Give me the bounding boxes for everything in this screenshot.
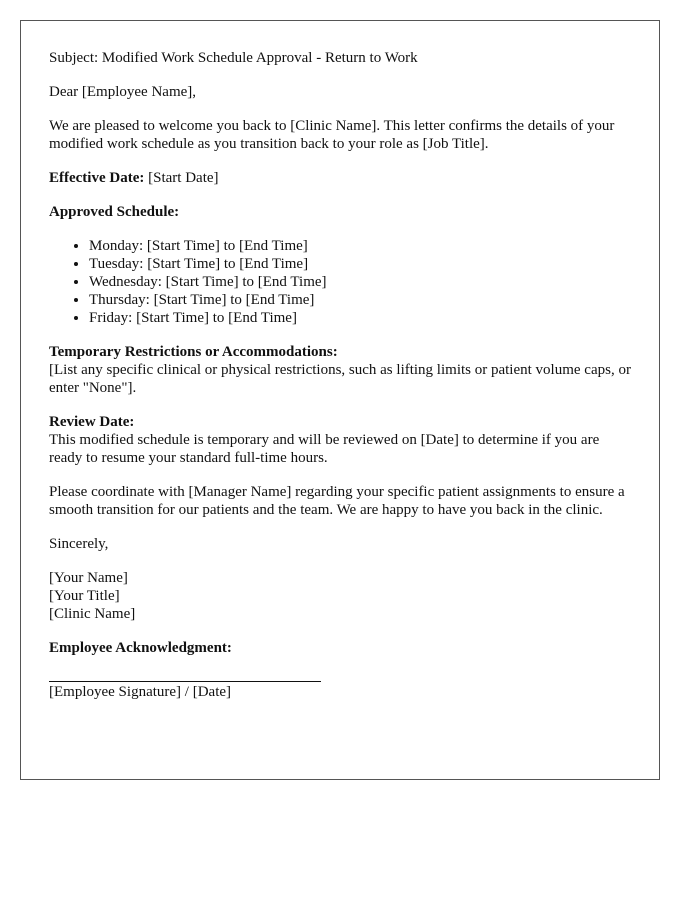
review-text: This modified schedule is temporary and will be reviewed on [Date] to determine if you are ready to resume your standard full-time hours. <box>49 432 600 466</box>
letter-intro: We are pleased to welcome you back to [Clinic Name]. This letter confirms the details of your modified work schedule as you transition back to your role as [Job Title]. <box>49 118 615 152</box>
effective-date-line <box>49 169 633 187</box>
review-heading: Review Date: <box>49 414 135 430</box>
review-section <box>49 413 633 467</box>
list-item: • Tuesday: [Start Time] to [End Time] <box>89 255 633 273</box>
list-item: • Wednesday: [Start Time] to [End Time] <box>89 273 633 291</box>
effective-date-label: Effective Date: <box>49 170 145 186</box>
effective-date-value: [Start Date] <box>144 170 219 186</box>
list-item: • Friday: [Start Time] to [End Time] <box>89 309 633 327</box>
approved-schedule-heading: Approved Schedule: <box>49 204 180 220</box>
sender-clinic: [Clinic Name] <box>49 606 136 622</box>
sender-name: [Your Name] <box>49 570 128 586</box>
signature-caption: [Employee Signature] / [Date] <box>49 684 232 700</box>
schedule-list <box>49 237 633 327</box>
restrictions-heading: Temporary Restrictions or Accommodations: <box>49 344 338 360</box>
letter-body <box>49 49 633 701</box>
sender-title: [Your Title] <box>49 588 120 604</box>
list-item: • Thursday: [Start Time] to [End Time] <box>89 291 633 309</box>
restrictions-section <box>49 343 633 397</box>
restrictions-text: [List any specific clinical or physical restrictions, such as lifting limits or patient volume caps, or enter "None"]. <box>49 362 631 396</box>
letter-frame <box>20 20 660 780</box>
acknowledgment-heading: Employee Acknowledgment: <box>49 640 232 656</box>
letter-closing: Sincerely, <box>49 536 109 552</box>
sender-block <box>49 569 633 623</box>
coordination-paragraph: Please coordinate with [Manager Name] regarding your specific patient assignments to ensure a smooth transition for our patients and the team. We are happy to have you back in the clinic. <box>49 484 625 518</box>
letter-salutation: Dear [Employee Name], <box>49 84 197 100</box>
list-item: • Monday: [Start Time] to [End Time] <box>89 237 633 255</box>
signature-line <box>49 657 321 682</box>
letter-subject: Subject: Modified Work Schedule Approval - Return to Work <box>49 50 418 66</box>
